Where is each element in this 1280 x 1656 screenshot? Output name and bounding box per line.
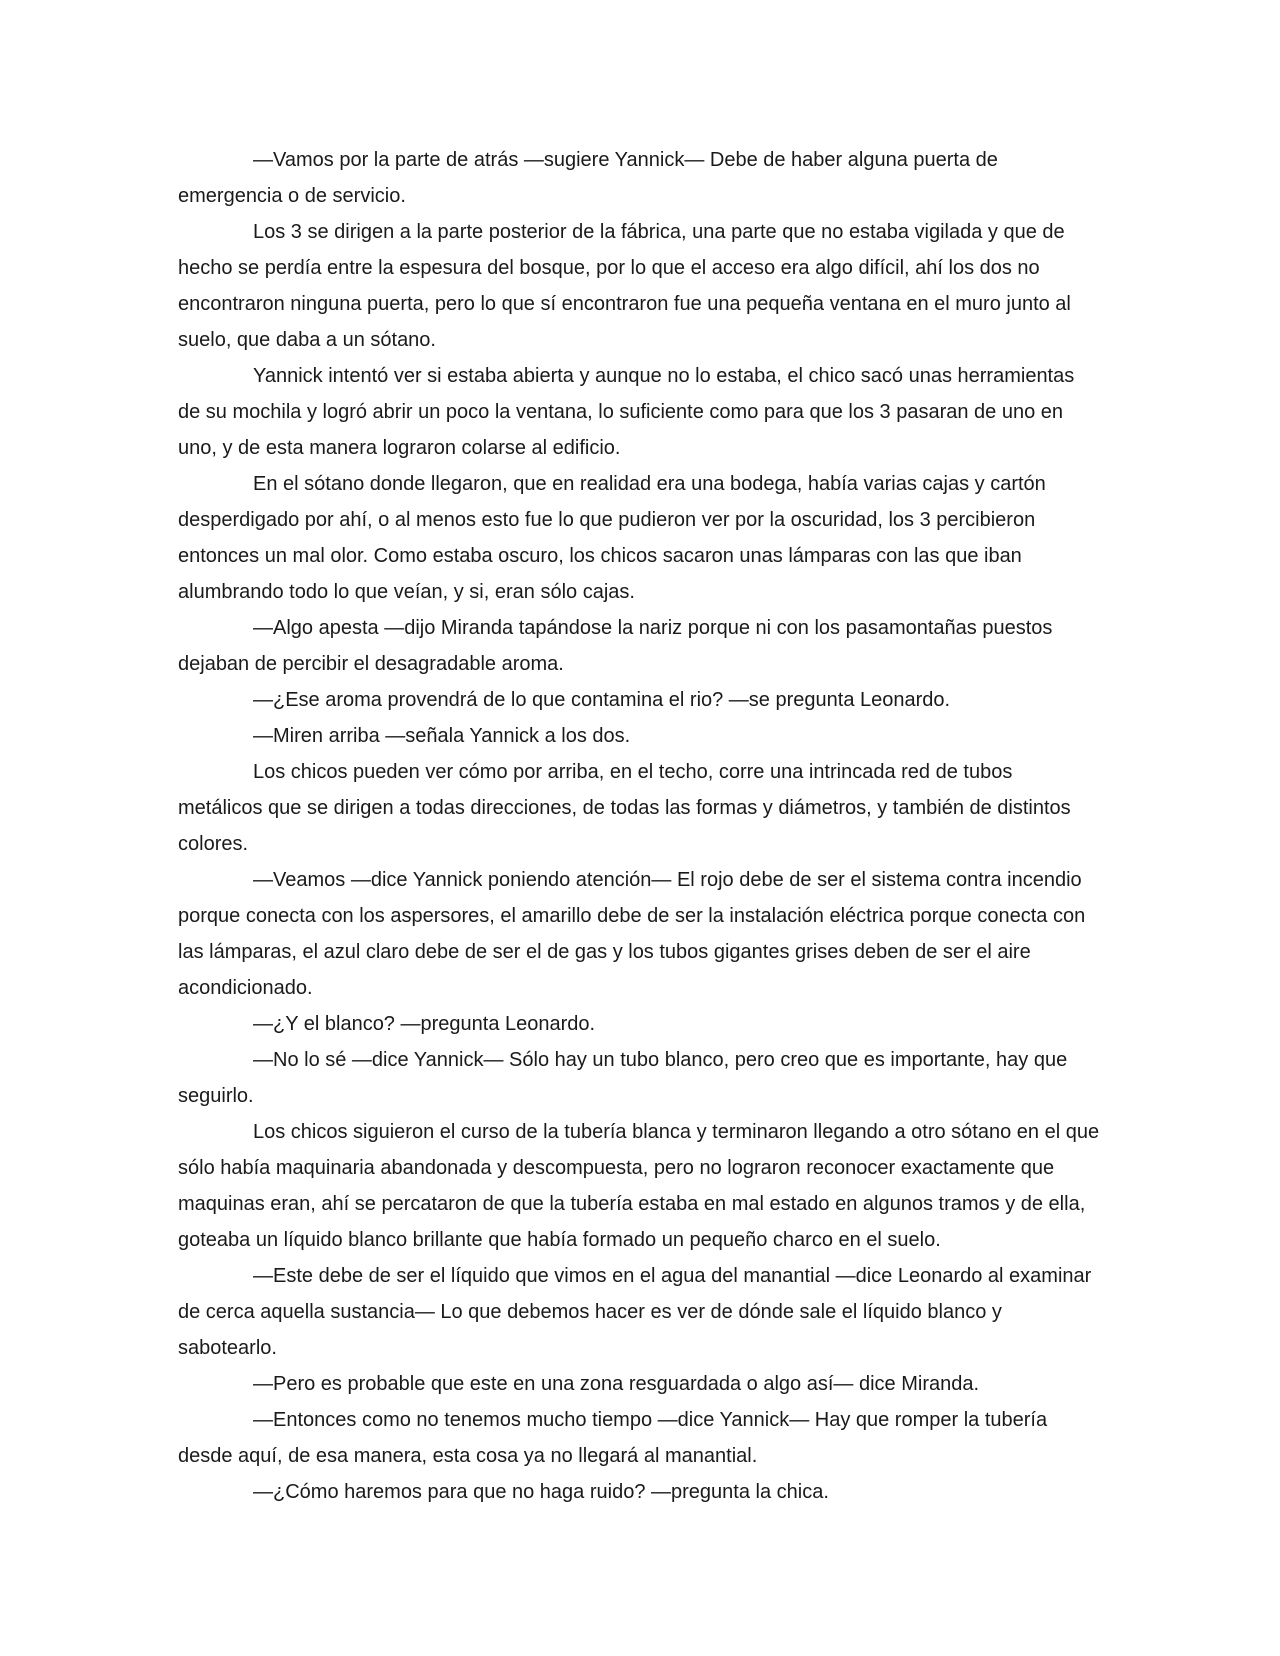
paragraph: —Este debe de ser el líquido que vimos en el agua del manantial —dice Leonardo al examinar de cerca aquella sustancia— Lo que debemos hacer es ver de dónde sale el líquido blanco y sabotearlo. xyxy=(178,1265,1092,1359)
paragraph: En el sótano donde llegaron, que en realidad era una bodega, había varias cajas y cartón desperdigado por ahí, o al menos esto fue lo que pudieron ver por la oscuridad, los 3 percibieron entonces un mal olor. Como estaba oscuro, los chicos sacaron unas lámparas con las que iban alumbrando todo lo que veían, y si, eran sólo cajas. xyxy=(178,473,1046,603)
paragraph: Los chicos pueden ver cómo por arriba, en el techo, corre una intrincada red de tubos metálicos que se dirigen a todas direcciones, de todas las formas y diámetros, y también de distintos colores. xyxy=(178,761,1071,855)
paragraph: Los 3 se dirigen a la parte posterior de la fábrica, una parte que no estaba vigilada y que de hecho se perdía entre la espesura del bosque, por lo que el acceso era algo difícil, ahí los dos no encontraron ninguna puerta, pero lo que sí encontraron fue una pequeña ventana en el muro junto al suelo, que daba a un sótano. xyxy=(178,221,1071,351)
paragraph: —Algo apesta —dijo Miranda tapándose la nariz porque ni con los pasamontañas puestos dejaban de percibir el desagradable aroma. xyxy=(178,617,1053,675)
paragraph: —Pero es probable que este en una zona resguardada o algo así— dice Miranda. xyxy=(253,1373,980,1395)
paragraph: —Veamos —dice Yannick poniendo atención— El rojo debe de ser el sistema contra incendio porque conecta con los aspersores, el amarillo debe de ser la instalación eléctrica porque conecta con las lámparas, el azul claro debe de ser el de gas y los tubos gigantes grises deben de ser el aire acondicionado. xyxy=(178,869,1086,999)
paragraph: —¿Ese aroma provendrá de lo que contamina el rio? —se pregunta Leonardo. xyxy=(253,689,951,711)
paragraph: —No lo sé —dice Yannick— Sólo hay un tubo blanco, pero creo que es importante, hay que seguirlo. xyxy=(178,1049,1068,1107)
paragraph: —Miren arriba —señala Yannick a los dos. xyxy=(253,725,631,747)
paragraph: Los chicos siguieron el curso de la tubería blanca y terminaron llegando a otro sótano en el que sólo había maquinaria abandonada y descompuesta, pero no lograron reconocer exactamente que maquinas eran, ahí se percataron de que la tubería estaba en mal estado en algunos tramos y de ella, goteaba un líquido blanco brillante que había formado un pequeño charco en el suelo. xyxy=(178,1121,1100,1251)
document-body xyxy=(178,142,1102,1510)
paragraph: —Vamos por la parte de atrás —sugiere Yannick— Debe de haber alguna puerta de emergencia o de servicio. xyxy=(178,149,998,207)
paragraph: Yannick intentó ver si estaba abierta y aunque no lo estaba, el chico sacó unas herramientas de su mochila y logró abrir un poco la ventana, lo suficiente como para que los 3 pasaran de uno en uno, y de esta manera lograron colarse al edificio. xyxy=(178,365,1075,459)
paragraph: —¿Y el blanco? —pregunta Leonardo. xyxy=(253,1013,596,1035)
paragraph: —¿Cómo haremos para que no haga ruido? —pregunta la chica. xyxy=(253,1481,829,1503)
paragraph: —Entonces como no tenemos mucho tiempo —dice Yannick— Hay que romper la tubería desde aquí, de esa manera, esta cosa ya no llegará al manantial. xyxy=(178,1409,1048,1467)
